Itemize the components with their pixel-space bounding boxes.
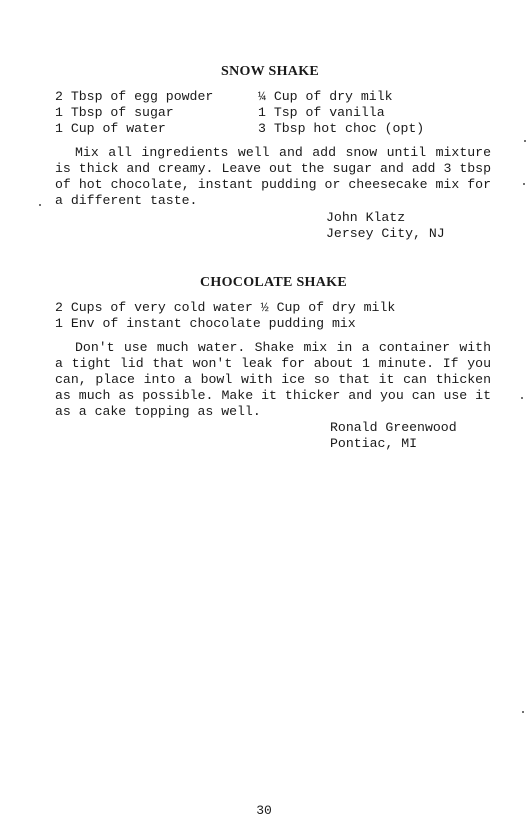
- ingredient-right-1: ¼ Cup of dry milk: [258, 89, 393, 104]
- recipe-directions-snow-shake: [55, 145, 491, 209]
- ingredient-line-2: 1 Env of instant chocolate pudding mix: [55, 316, 356, 331]
- scan-speck: [523, 183, 525, 185]
- ingredient-right-2: 1 Tsp of vanilla: [258, 105, 385, 120]
- scan-speck: [39, 204, 41, 206]
- author-name: John Klatz: [326, 210, 406, 225]
- scan-speck: [522, 711, 524, 713]
- recipe-title-chocolate-shake: CHOCOLATE SHAKE: [200, 275, 347, 290]
- author-name: Ronald Greenwood: [330, 420, 457, 435]
- scan-speck: [524, 140, 526, 142]
- page-number: 30: [256, 803, 272, 818]
- scan-speck: [521, 397, 523, 399]
- author-city: Pontiac, MI: [330, 436, 418, 451]
- ingredient-left-2: 1 Tbsp of sugar: [55, 105, 174, 120]
- author-city: Jersey City, NJ: [326, 226, 445, 241]
- ingredient-left-3: 1 Cup of water: [55, 121, 166, 136]
- ingredient-right-3: 3 Tbsp hot choc (opt): [258, 121, 425, 136]
- directions-text: Mix all ingredients well and add snow until mixture is thick and creamy. Leave out the sugar and add 3 tbsp of hot chocolate, instant pudding or cheesecake mix for a different taste.: [55, 145, 491, 208]
- recipe-title-snow-shake: SNOW SHAKE: [221, 64, 320, 79]
- directions-text: Don't use much water. Shake mix in a container with a tight lid that won't leak for about 1 minute. If you can, place into a bowl with ice so that it can thicken as much as possible. Make it thicker and you can use it as a cake topping as well.: [55, 340, 491, 419]
- ingredient-line-1: 2 Cups of very cold water ½ Cup of dry milk: [55, 300, 396, 315]
- recipe-directions-chocolate-shake: [55, 340, 491, 420]
- ingredient-left-1: 2 Tbsp of egg powder: [55, 89, 214, 104]
